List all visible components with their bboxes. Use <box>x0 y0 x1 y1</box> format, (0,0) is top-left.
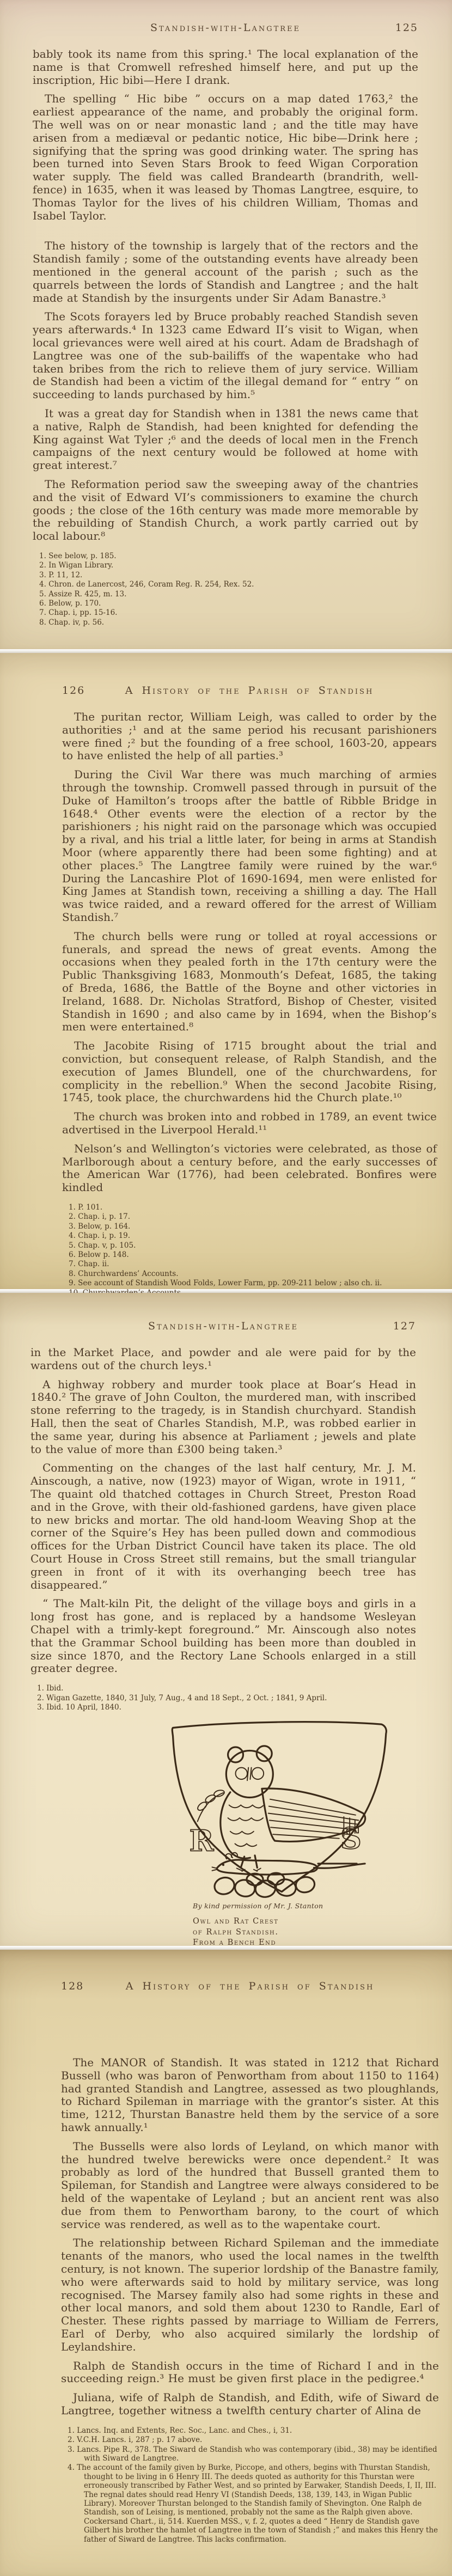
book-page-125 <box>0 0 452 649</box>
footnotes <box>39 552 418 627</box>
footnote: 3. Below, p. 164. <box>69 1222 131 1231</box>
paragraph: The history of the township is largely that of the rectors and the Standish family ; some of the outstanding events have already been mentioned in the general account of the parish ; such as the quarrels between the lords of Standish and Langtree ; and the halt made at Standish by the insurgents under Sir Adam Banastre.³ <box>33 239 418 304</box>
running-head <box>62 685 437 697</box>
footnote: 1. P. 101. <box>69 1202 103 1212</box>
paragraph: The church bells were rung or tolled at royal accessions or funerals, and spread the news of great events. Among the occasions when they pealed forth in the 17th century were the Public Thanksgiving 1683, Monmouth’s Defeat, 1685, the taking of Breda, 1686, the Battle of the Boyne and other victories in Ireland, 1688. Dr. Nicholas Stratford, Bishop of Chester, visited Standish in 1690 ; and also came by in 1694, when the Bishop’s men were entertained.⁸ <box>62 929 437 1034</box>
paragraph: The relationship between Richard Spileman and the immediate tenants of the manors, who used the local names in the twelfth century, is not known. The superior lordship of the Banastre family, who were afterwards said to hold by military service, was long recognised. The Marsey family also had some rights in these and other local manors, and sold them about 1230 to Randle, Earl of Chester. These rights passed by marriage to William de Ferrers, Earl of Derby, who also acquired similarly the lordship of Leylandshire. <box>61 2236 439 2353</box>
figure-caption-line: of Ralph Standish. <box>193 1927 279 1937</box>
footnote: 2. Wigan Gazette, 1840, 31 July, 7 Aug., 4 and 18 Sept., 2 Oct. ; 1841, 9 April. <box>37 1693 327 1702</box>
footnote: 2. V.C.H. Lancs. i, 287 ; p. 17 above. <box>68 2435 203 2445</box>
shield-shape <box>172 1722 386 1892</box>
footnotes <box>69 1203 437 1307</box>
footnote: 2. In Wigan Library. <box>39 561 114 570</box>
paragraph: Juliana, wife of Ralph de Standish, and Edith, wife of Siward de Langtree, together witness a twelfth century charter of Alina de <box>61 2391 439 2417</box>
figure-permission-note: By kind permission of Mr. J. Stanton <box>193 1902 323 1910</box>
page-number-left: 126 <box>62 685 85 697</box>
footnote: 8. Churchwardens’ Accounts. <box>69 1269 179 1278</box>
figure-caption-line: From a Bench End <box>193 1938 277 1948</box>
paragraph: “ The Malt-kiln Pit, the delight of the village boys and girls in a long frost has gone, and is replaced by a handsome Wesleyan Chapel with a trimly-kept foreground.” Mr. Ainscough also notes that the Grammar School building has been more than doubled in size since 1870, and the Rectory Lane Schools enlarged in a still greater degree. <box>30 1597 416 1675</box>
running-title: Standish-with-Langtree <box>150 22 301 34</box>
paragraph: A highway robbery and murder took place at Boar’s Head in 1840.² The grave of John Coulton, the murdered man, with inscribed stone referring to the tragedy, is in Standish churchyard. Standish Hall, then the seat of Charles Standish, M.P., was robbed earlier in the same year, during his absence at Parliament ; jewels and plate to the value of more than £300 being taken.³ <box>30 1377 416 1456</box>
initial-letter-R: R <box>189 1823 214 1858</box>
footnote: 4. Chap. i, p. 19. <box>69 1231 131 1241</box>
footnote: 5. Assize R. 425, m. 13. <box>39 589 127 599</box>
book-page-126 <box>0 653 452 1289</box>
paragraph: The Bussells were also lords of Leyland, on which manor with the hundred twelve berewicks were once dependent.² It was probably as lord of the hundred that Bussell granted them to Spileman, for Standish and Langtree were always considered to be held of the wapentake of Leyland ; but an ancient rent was also due from them to Penwortham barony, to the court of which service was rendered, as well as to the wapentake court. <box>61 2139 439 2231</box>
paragraph: The MANOR of Standish. It was stated in 1212 that Richard Bussell (who was baron of Penwortham from about 1150 to 1164) had granted Standish and Langtree, assessed as two ploughlands, to Richard Spileman in marriage with the grantor’s sister. At this time, 1212, Thurstan Banastre held them by the service of a sore hawk annually.¹ <box>61 2056 439 2134</box>
footnote: 9. See account of Standish Wood Folds, Lower Farm, pp. 209-211 below ; also ch. ii. <box>69 1279 382 1288</box>
book-page-127 <box>0 1293 452 1946</box>
paragraph: The Scots forayers led by Bruce probably reached Standish seven years afterwards.⁴ In 1323 came Edward II’s visit to Wigan, when local grievances were well aired at his court. Adam de Bradshagh of Langtree was one of the sub-bailiffs of the wapentake who had taken bribes from the rich to relieve them of jury service. William de Standish had been a victim of the illegal demand for “ entry ” on succeeding to lands purchased by him.⁵ <box>33 310 418 401</box>
paragraph: in the Market Place, and powder and ale were paid for by the wardens out of the church leys.¹ <box>30 1346 416 1372</box>
footnote: 3. Ibid. 10 April, 1840. <box>37 1702 121 1712</box>
footnote: 4. The account of the family given by Burke, Piccope, and others, begins with Thurstan Standish, thought to be living in 6 Henry III. The deeds quoted as authority for this Thurstan were erroneously transcribed by Father West, and so printed by Earwaker, Standish Deeds, I, II, III. The regnal dates should read Henry VI (Standish Deeds, 138, 139, 143, in Wigan Public Library). Moreover Thurstan belonged to the Standish family of Shevington. One Ralph de Standish, son of Leising, is mentioned, probably not the same as the Ralph given above. Cockersand Chart., ii, 514. Kuerden MSS., v, f. 2, quotes a deed “ Henry de Standish gave Gilbert his brother the hamlet of Langtree in the town of Standish ;” and makes this Henry the father of Siward de Langtree. This lacks confirmation. <box>68 2463 438 2544</box>
page-number-right: 127 <box>393 1320 416 1332</box>
paragraph: It was a great day for Standish when in 1381 the news came that a native, Ralph de Standish, had been knighted for defending the King against Wat Tyler ;⁶ and the deeds of local men in the French campaigns of the next century would be followed at home with great interest.⁷ <box>33 406 418 472</box>
stone-mound <box>213 1873 316 1898</box>
footnote: 2. Chap. i, p. 17. <box>69 1212 131 1222</box>
page-number-left: 128 <box>61 1980 84 1992</box>
book-page-128 <box>0 1950 452 2576</box>
footnote: 3. P. 11, 12. <box>39 570 83 579</box>
running-title: Standish-with-Langtree <box>148 1320 299 1332</box>
running-head <box>33 22 418 34</box>
owl-rat-crest-illustration <box>161 1717 395 1902</box>
footnote: 5. Chap. v, p. 105. <box>69 1241 136 1250</box>
footnote: 1. Ibid. <box>37 1684 64 1693</box>
initial-letter-S: S <box>340 1821 362 1856</box>
page-number-right: 125 <box>395 22 418 34</box>
footnote: 8. Chap. iv, p. 56. <box>39 618 105 627</box>
paragraph: The puritan rector, William Leigh, was called to order by the authorities ;¹ and at the same period his recusant parishioners were fined ;² but the founding of a free school, 1603-20, appears to have enlisted the help of all parties.³ <box>62 710 437 762</box>
paragraph: The spelling “ Hic bibe ” occurs on a map dated 1763,² the earliest appearance of the name, and probably the original form. The well was on or near monastic land ; and the title may have arisen from a mediæval or pedantic notice, Hic bibe—Drink here ; signifying that the spring was good drinking water. The spring has been turned into Seven Stars Brook to feed Wigan Corporation water supply. The field was called Brandearth (brandrith, well-fence) in 1635, when it was leased by Thomas Langtree, esquire, to Thomas Taylor for the lives of his children William, Thomas and Isabel Taylor. <box>33 92 418 222</box>
running-title: A History of the Parish of Standish <box>125 685 374 697</box>
running-head <box>61 1980 439 1992</box>
footnote: 7. Chap. ii. <box>69 1260 109 1269</box>
footnote: 7. Chap. i, pp. 15-16. <box>39 608 118 618</box>
page-separator <box>0 649 452 653</box>
paragraph: Ralph de Standish occurs in the time of Richard I and in the succeeding reign.³ He must be given first place in the pedigree.⁴ <box>61 2359 439 2385</box>
footnote: 6. Below p. 148. <box>69 1250 129 1259</box>
footnote: 6. Below, p. 170. <box>39 599 101 608</box>
owl-rat-crest-figure <box>161 1717 401 1959</box>
footnotes <box>37 1684 416 1712</box>
paragraph: Nelson’s and Wellington’s victories were celebrated, as those of Marlborough about a century before, and the early successes of the American War (1776), had been celebrated. Bonfires were kindled <box>62 1142 437 1194</box>
figure-caption-line: Owl and Rat Crest <box>193 1917 279 1926</box>
paragraph: bably took its name from this spring.¹ The local explanation of the name is that Cromwell refreshed himself here, and put up the inscription, Hic bibi—Here I drank. <box>33 47 418 87</box>
running-title: A History of the Parish of Standish <box>125 1980 375 1992</box>
paragraph: The Reformation period saw the sweeping away of the chantries and the visit of Edward VI’s commissioners to examine the church goods ; the close of the 16th century was made more memorable by the rebuilding of Standish Church, a work partly carried out by local labour.⁸ <box>33 477 418 543</box>
footnotes <box>68 2426 439 2544</box>
paragraph: Commenting on the changes of the last half century, Mr. J. M. Ainscough, a native, now (1923) mayor of Wigan, wrote in 1911, “ The quaint old thatched cottages in Church Street, Preston Road and in the Grove, with their old-fashioned gardens, have given place to new bricks and mortar. The old hand-loom Weaving Shop at the corner of the Squire’s Hey has been pulled down and commodious offices for the Urban District Council have taken its place. The old Court House in Cross Street still remains, but the small triangular green in front of it with its overhanging beech tree has disappeared.” <box>30 1461 416 1591</box>
footnote: 3. Lancs. Pipe R., 378. The Siward de Standish who was contemporary (ibid., 38) may be identified with Siward de Langtree. <box>68 2445 437 2463</box>
paragraph: The church was broken into and robbed in 1789, an event twice advertised in the Liverpool Herald.¹¹ <box>62 1110 437 1136</box>
footnote: 1. Lancs. Inq. and Extents, Rec. Soc., Lanc. and Ches., i, 31. <box>68 2426 292 2435</box>
footnote: 4. Chron. de Lanercost, 246, Coram Reg. R. 254, Rex. 52. <box>39 580 254 589</box>
paragraph: The Jacobite Rising of 1715 brought about the trial and conviction, but consequent release, of Ralph Standish, and the execution of James Blundell, one of the churchwardens, for complicity in the rebellion.⁹ When the second Jacobite Rising, 1745, took place, the churchwardens hid the Church plate.¹⁰ <box>62 1039 437 1104</box>
paragraph: During the Civil War there was much marching of armies through the township. Cromwell passed through in pursuit of the Duke of Hamilton’s troops after the battle of Ribble Bridge in 1648.⁴ Other events were the election of a rector by the parishioners ; his night raid on the parsonage which was occupied by a rival, and his trial a little later, for being in arms at Standish Moor (where apparently there had been some fighting) and at other places.⁵ The Langtree family were ruined by the war.⁶ During the Lancashire Plot of 1690-1694, men were enlisted for King James at Standish town, receiving a shilling a day. The Hall was twice raided, and a reward offered for the arrest of William Standish.⁷ <box>62 768 437 924</box>
running-head <box>30 1320 416 1332</box>
footnote: 1. See below, p. 185. <box>39 551 117 560</box>
